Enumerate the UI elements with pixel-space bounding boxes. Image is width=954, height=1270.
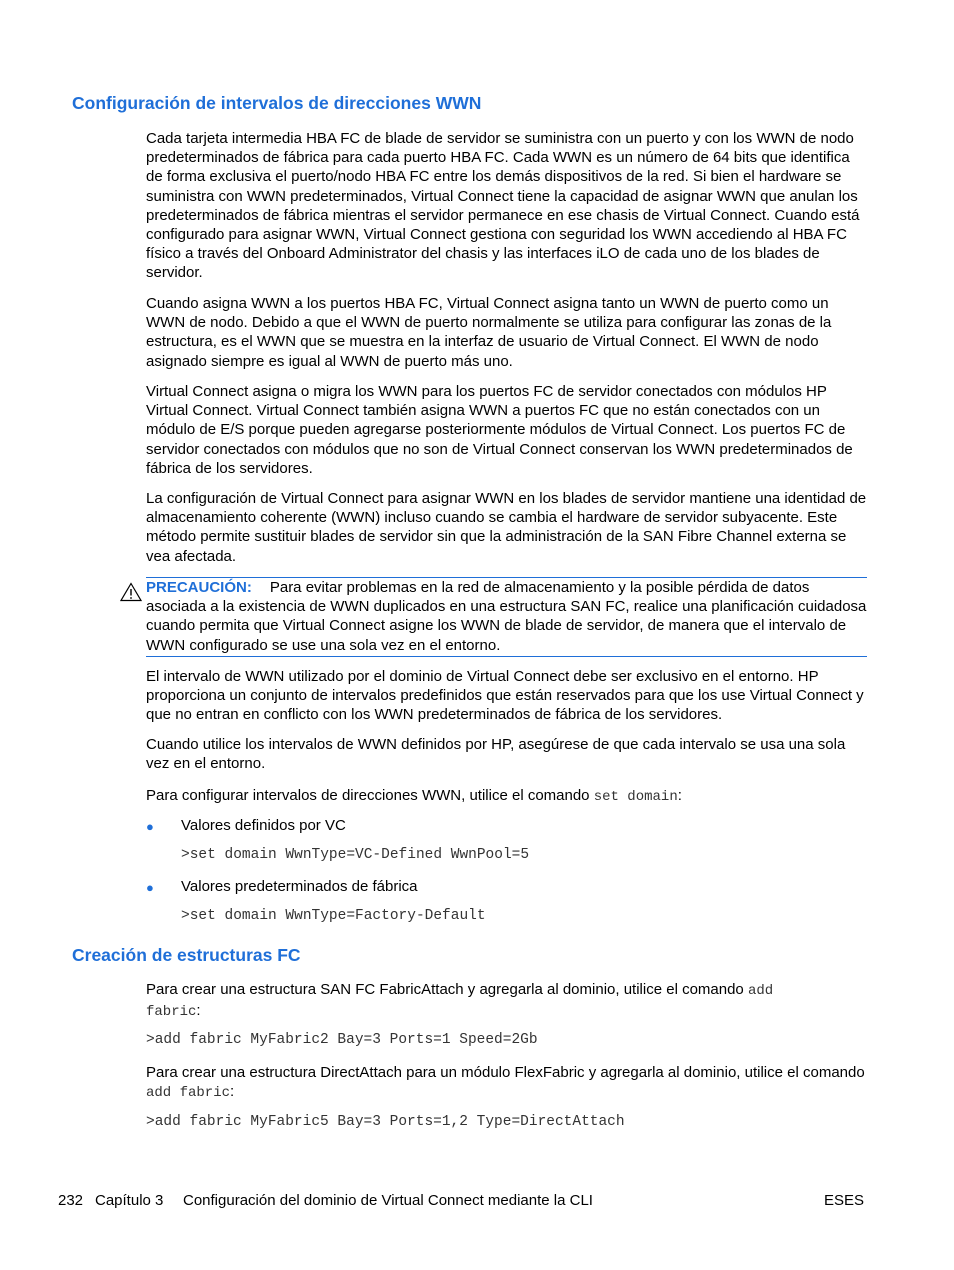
inline-command: fabric — [146, 1004, 197, 1021]
paragraph: La configuración de Virtual Connect para asignar WWN en los blades de servidor mantiene una identidad de almacenamiento coherente (WWN) incluso cuando se cambia el hardware de servidor subyacente. Este método permite sustituir blades de servidor sin que la administración de la SAN Fibre Channel externa se vea afectada. — [146, 490, 867, 565]
paragraph: Cuando asigna WWN a los puertos HBA FC, Virtual Connect asigna tanto un WWN de puerto como un WWN de nodo. Debido a que el WWN de puerto normalmente se utiliza para configurar las zonas de la estructura, es el WWN que se muestra en la interfaz de usuario de Virtual Connect. El WWN de nodo asignado siempre es igual al WWN de puerto más uno. — [146, 295, 832, 370]
caution-label: PRECAUCIÓN: — [146, 579, 252, 596]
inline-command: set domain — [593, 789, 678, 805]
bullet-item: Valores predeterminados de fábrica — [181, 878, 418, 895]
paragraph: Virtual Connect asigna o migra los WWN para los puertos FC de servidor conectados con módulos HP Virtual Connect. Virtual Connect también asigna WWN a puertos FC que no están conectados con un módulo de E/S porque pueden agregarse posteriormente módulos de Virtual Connect. Los puertos FC de servidor conectados con módulos que no son de Virtual Connect conservan los WWN predeterminados de fábrica de los servidores. — [146, 383, 853, 477]
warning-triangle-icon — [120, 582, 142, 602]
bullet-dot-icon: ● — [146, 819, 154, 834]
command-intro-paragraph — [146, 786, 868, 807]
caution-bottom-rule — [146, 656, 867, 657]
chapter-title: Configuración del dominio de Virtual Connect mediante la CLI — [183, 1192, 593, 1209]
page-number: 232 — [58, 1192, 84, 1209]
paragraph: Cada tarjeta intermedia HBA FC de blade de servidor se suministra con un puerto y con los WWN de nodo predeterminados de fábrica para cada puerto HBA FC. Cada WWN es un número de 64 bits que identifica de forma exclusiva el puerto/nodo HBA FC entre los demás dispositivos de la red. Si bien el hardware se suministra con WWN predeterminados, Virtual Connect tiene la capacidad de asignar WWN que anulan los predeterminados de fábrica mientras el servidor permanece en ese chasis de Virtual Connect. Cuando está configurado para asignar WWN, Virtual Connect gestiona con seguridad los WWN accediendo al HBA FC físico a través del Onboard Administrator del chasis y las interfaces iLO de cada uno de los blades de servidor. — [146, 130, 860, 282]
command-suffix: : — [677, 787, 682, 804]
code-example: >set domain WwnType=Factory-Default — [181, 908, 486, 924]
command-suffix: : — [196, 1002, 201, 1020]
caution-text: Para evitar problemas en la red de almacenamiento y la posible pérdida de datos asociada a la existencia de WWN duplicados en una estructura SAN FC, realice una planificación cuidadosa cuando permita que Virtual Connect asigne los WWN de blade de servidor, de manera que el intervalo de WWN configurado se use una sola vez en el entorno. — [146, 579, 867, 654]
language-code: ESES — [824, 1192, 865, 1209]
bullet-dot-icon: ● — [146, 880, 154, 895]
paragraph: El intervalo de WWN utilizado por el dominio de Virtual Connect debe ser exclusivo en el entorno. HP proporciona un conjunto de intervalos predefinidos que están reservados para que los use Virtual Connect y que no entran en conflicto con los WWN predeterminados de fábrica de los servidores. — [146, 668, 864, 724]
inline-command: add — [747, 983, 774, 999]
code-example: >set domain WwnType=VC-Defined WwnPool=5 — [181, 847, 530, 863]
command-intro-text: Para configurar intervalos de direcciones WWN, utilice el comando — [146, 787, 594, 804]
inline-command: add fabric — [146, 1085, 231, 1102]
caution-note — [146, 578, 868, 655]
paragraph-directattach — [146, 1063, 868, 1103]
section-heading-fc: Creación de estructuras FC — [72, 945, 301, 965]
paragraph: Cuando utilice los intervalos de WWN definidos por HP, asegúrese de que cada intervalo se usa una sola vez en el entorno. — [146, 736, 846, 773]
paragraph-text: Para crear una estructura DirectAttach para un módulo FlexFabric y agregarla al dominio, utilice el comando — [146, 1064, 865, 1081]
chapter-label: Capítulo 3 — [95, 1192, 164, 1209]
section-heading-wwn: Configuración de intervalos de direcciones WWN — [72, 93, 482, 113]
code-example: >add fabric MyFabric5 Bay=3 Ports=1,2 Type=DirectAttach — [146, 1114, 625, 1130]
command-suffix: : — [230, 1083, 235, 1101]
paragraph-text: Para crear una estructura SAN FC FabricAttach y agregarla al dominio, utilice el comando — [146, 981, 748, 998]
paragraph-fabricattach — [146, 980, 868, 1022]
code-example: >add fabric MyFabric2 Bay=3 Ports=1 Speed=2Gb — [146, 1032, 538, 1048]
bullet-item: Valores definidos por VC — [181, 817, 346, 834]
